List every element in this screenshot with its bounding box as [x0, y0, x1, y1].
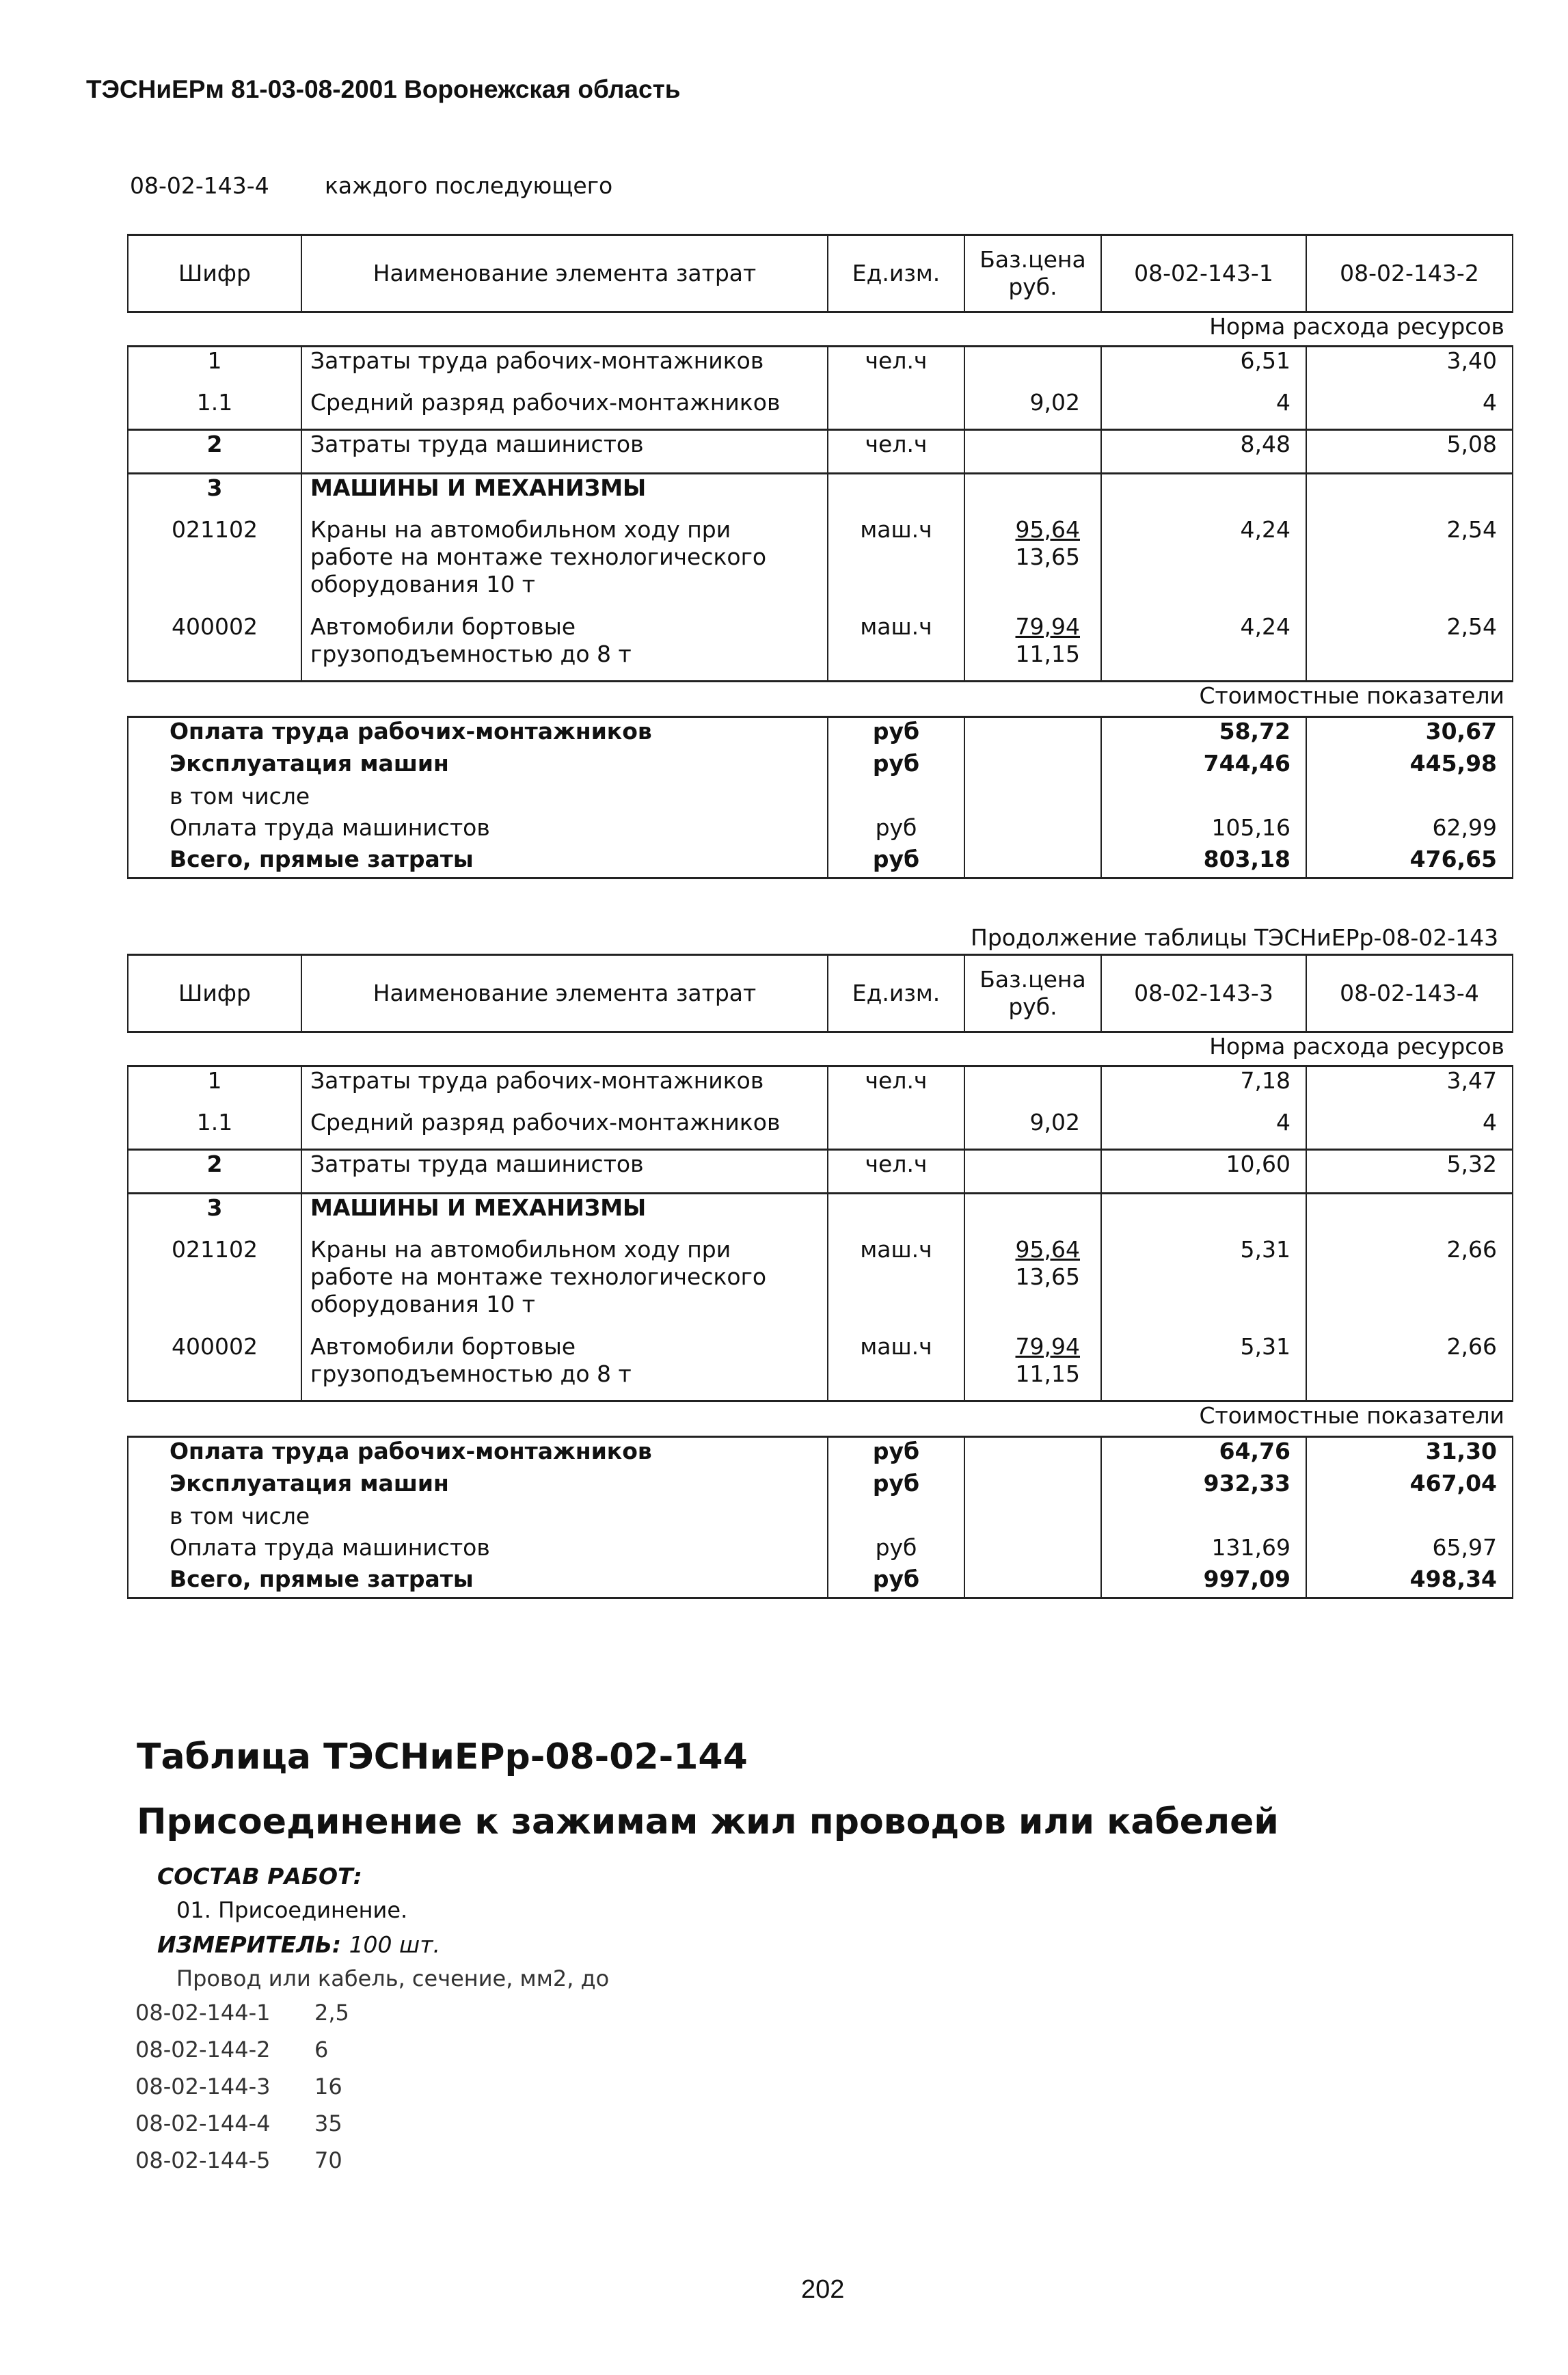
cost-row	[128, 750, 1513, 783]
cost-name: Всего, прямые затраты	[128, 1566, 828, 1598]
cost-name: Эксплуатация машин	[128, 1470, 828, 1503]
cost-name: Оплата труда рабочих-монтажников	[128, 717, 828, 750]
row-value-1: 10,60	[1101, 1150, 1306, 1194]
norm-label: Норма расхода ресурсов	[128, 1032, 1513, 1066]
table-subtitle: Присоединение к зажимам жил проводов или кабелей	[137, 1801, 1279, 1842]
row-value-1: 4	[1101, 389, 1306, 430]
cost-unit	[828, 783, 964, 814]
cost-unit: руб	[828, 1566, 964, 1598]
section-code: 08-02-143-4	[130, 172, 269, 199]
section-line	[130, 172, 612, 199]
cost-value-2: 476,65	[1306, 846, 1513, 878]
row-value-1: 4	[1101, 1109, 1306, 1150]
row-name: МАШИНЫ И МЕХАНИЗМЫ	[301, 474, 828, 516]
cost-value-1: 932,33	[1101, 1470, 1306, 1503]
code: 08-02-144-2	[135, 2037, 271, 2063]
cost-value-2: 65,97	[1306, 1534, 1513, 1566]
table-row	[128, 1109, 1513, 1150]
row-code: 400002	[128, 1333, 301, 1401]
cost-value-1: 744,46	[1101, 750, 1306, 783]
row-name: Затраты труда рабочих-монтажников	[301, 347, 828, 389]
row-price	[964, 1333, 1101, 1401]
work-composition-item: 01. Присоединение.	[176, 1897, 408, 1923]
col-header-price: Баз.цена руб.	[964, 955, 1101, 1032]
row-value-2: 5,32	[1306, 1150, 1513, 1194]
row-value-2: 3,47	[1306, 1066, 1513, 1109]
cost-unit: руб	[828, 846, 964, 878]
code: 08-02-144-1	[135, 2000, 271, 2026]
row-unit: чел.ч	[828, 347, 964, 389]
cost-name: в том числе	[128, 783, 828, 814]
table-row	[128, 1194, 1513, 1236]
price-wage: 13,65	[1015, 1263, 1080, 1290]
cost-value-1: 64,76	[1101, 1437, 1306, 1470]
cost-row	[128, 717, 1513, 750]
row-unit	[828, 474, 964, 516]
row-code: 2	[128, 1150, 301, 1194]
row-price	[964, 1194, 1101, 1236]
row-unit	[828, 1109, 964, 1150]
table-row	[128, 430, 1513, 474]
row-name: Автомобили бортовые грузоподъемностью до 8 т	[301, 613, 828, 682]
code-value: 2,5	[314, 2000, 349, 2026]
row-code: 1	[128, 1066, 301, 1109]
cost-row	[128, 1437, 1513, 1470]
cost-row	[128, 846, 1513, 878]
code-value: 6	[314, 2037, 329, 2063]
row-name: Автомобили бортовые грузоподъемностью до 8 т	[301, 1333, 828, 1401]
cost-value-2	[1306, 1503, 1513, 1534]
cost-unit: руб	[828, 750, 964, 783]
cost-name: Оплата труда рабочих-монтажников	[128, 1437, 828, 1470]
list-item	[135, 2147, 349, 2184]
cost-value-2: 445,98	[1306, 750, 1513, 783]
price-wage: 11,15	[1015, 1360, 1080, 1387]
row-price	[964, 1236, 1101, 1333]
cost-name: Всего, прямые затраты	[128, 846, 828, 878]
meter-value: 100 шт.	[349, 1931, 440, 1958]
row-unit: чел.ч	[828, 1066, 964, 1109]
list-item	[135, 2037, 349, 2074]
cost-unit: руб	[828, 814, 964, 846]
cost-value-1: 803,18	[1101, 846, 1306, 878]
parameter-label: Провод или кабель, сечение, мм2, до	[176, 1965, 610, 1991]
document-header-title: ТЭСНиЕРм 81-03-08-2001 Воронежская область	[86, 75, 681, 103]
section-text: каждого последующего	[325, 172, 613, 199]
table-row	[128, 474, 1513, 516]
row-name: Краны на автомобильном ходу при работе на монтаже технологического оборудования 10 т	[301, 1236, 828, 1333]
col-header-unit: Ед.изм.	[828, 235, 964, 312]
cost-value-2	[1306, 783, 1513, 814]
row-unit: маш.ч	[828, 613, 964, 682]
row-code: 1.1	[128, 1109, 301, 1150]
row-price: 9,02	[964, 389, 1101, 430]
list-item	[135, 2074, 349, 2110]
col-header-143-4: 08-02-143-4	[1306, 955, 1513, 1032]
cost-row	[128, 1470, 1513, 1503]
price-main: 95,64	[1015, 515, 1080, 543]
row-unit: чел.ч	[828, 1150, 964, 1194]
row-value-1: 4,24	[1101, 613, 1306, 682]
row-value-1: 7,18	[1101, 1066, 1306, 1109]
meter-label: ИЗМЕРИТЕЛЬ:	[157, 1931, 342, 1958]
table-title: Таблица ТЭСНиЕРр-08-02-144	[137, 1736, 748, 1777]
row-code: 021102	[128, 516, 301, 613]
row-price	[964, 1150, 1101, 1194]
cost-name: Эксплуатация машин	[128, 750, 828, 783]
cost-value-1	[1101, 1503, 1306, 1534]
row-value-2: 2,66	[1306, 1236, 1513, 1333]
row-code: 1	[128, 347, 301, 389]
row-unit	[828, 1194, 964, 1236]
cost-value-2: 467,04	[1306, 1470, 1513, 1503]
row-value-2: 4	[1306, 1109, 1513, 1150]
row-value-2: 4	[1306, 389, 1513, 430]
price-main: 79,94	[1015, 1332, 1080, 1360]
row-unit: маш.ч	[828, 516, 964, 613]
row-value-1: 4,24	[1101, 516, 1306, 613]
price-main: 79,94	[1015, 613, 1080, 640]
cost-value-2: 31,30	[1306, 1437, 1513, 1470]
list-item	[135, 2000, 349, 2037]
row-price	[964, 430, 1101, 474]
row-price	[964, 613, 1101, 682]
table-row	[128, 1066, 1513, 1109]
work-composition-label: СОСТАВ РАБОТ:	[157, 1863, 362, 1890]
resource-table-2	[127, 954, 1513, 1599]
row-value-2: 2,54	[1306, 613, 1513, 682]
cost-row	[128, 1503, 1513, 1534]
table-row	[128, 613, 1513, 682]
price-wage: 13,65	[1015, 543, 1080, 570]
cost-unit: руб	[828, 1534, 964, 1566]
cost-row	[128, 814, 1513, 846]
list-item	[135, 2110, 349, 2147]
continuation-caption: Продолжение таблицы ТЭСНиЕРр-08-02-143	[971, 924, 1499, 951]
row-price	[964, 1066, 1101, 1109]
row-name: Затраты труда рабочих-монтажников	[301, 1066, 828, 1109]
row-value-2: 3,40	[1306, 347, 1513, 389]
cost-unit	[828, 1503, 964, 1534]
row-value-1: 5,31	[1101, 1236, 1306, 1333]
code: 08-02-144-3	[135, 2074, 271, 2099]
row-value-2	[1306, 474, 1513, 516]
cost-unit: руб	[828, 1470, 964, 1503]
cost-name: Оплата труда машинистов	[128, 1534, 828, 1566]
row-code: 2	[128, 430, 301, 474]
table-row	[128, 1333, 1513, 1401]
row-value-1: 5,31	[1101, 1333, 1306, 1401]
row-value-1: 6,51	[1101, 347, 1306, 389]
cost-name: в том числе	[128, 1503, 828, 1534]
row-code: 3	[128, 1194, 301, 1236]
table-row	[128, 389, 1513, 430]
row-name: Средний разряд рабочих-монтажников	[301, 1109, 828, 1150]
code-value: 35	[314, 2110, 342, 2136]
row-code: 400002	[128, 613, 301, 682]
cost-row	[128, 1566, 1513, 1598]
cost-row	[128, 783, 1513, 814]
col-header-143-1: 08-02-143-1	[1101, 235, 1306, 312]
cost-value-1	[1101, 783, 1306, 814]
row-price	[964, 347, 1101, 389]
code-list	[135, 2000, 349, 2184]
row-unit: чел.ч	[828, 430, 964, 474]
cost-label: Стоимостные показатели	[128, 1401, 1513, 1437]
row-unit	[828, 389, 964, 430]
row-code: 1.1	[128, 389, 301, 430]
col-header-price: Баз.цена руб.	[964, 235, 1101, 312]
row-value-2	[1306, 1194, 1513, 1236]
cost-value-2: 498,34	[1306, 1566, 1513, 1598]
cost-unit: руб	[828, 1437, 964, 1470]
cost-label: Стоимостные показатели	[128, 682, 1513, 717]
price-main: 95,64	[1015, 1235, 1080, 1263]
row-value-1: 8,48	[1101, 430, 1306, 474]
code: 08-02-144-4	[135, 2110, 271, 2136]
col-header-name: Наименование элемента затрат	[301, 955, 828, 1032]
cost-value-2: 62,99	[1306, 814, 1513, 846]
cost-row	[128, 1534, 1513, 1566]
table-row	[128, 1150, 1513, 1194]
row-value-1	[1101, 1194, 1306, 1236]
code-value: 16	[314, 2074, 342, 2099]
row-name: Затраты труда машинистов	[301, 430, 828, 474]
row-name: Средний разряд рабочих-монтажников	[301, 389, 828, 430]
price-wage: 11,15	[1015, 640, 1080, 667]
row-value-2: 2,66	[1306, 1333, 1513, 1401]
cost-value-1: 58,72	[1101, 717, 1306, 750]
col-header-code: Шифр	[128, 235, 301, 312]
page-number: 202	[801, 2275, 845, 2304]
code: 08-02-144-5	[135, 2147, 271, 2173]
row-value-1	[1101, 474, 1306, 516]
table-row	[128, 516, 1513, 613]
row-name: Затраты труда машинистов	[301, 1150, 828, 1194]
cost-value-1: 131,69	[1101, 1534, 1306, 1566]
cost-unit: руб	[828, 717, 964, 750]
row-price	[964, 474, 1101, 516]
cost-value-1: 105,16	[1101, 814, 1306, 846]
cost-value-1: 997,09	[1101, 1566, 1306, 1598]
row-name: МАШИНЫ И МЕХАНИЗМЫ	[301, 1194, 828, 1236]
table-row	[128, 347, 1513, 389]
col-header-name: Наименование элемента затрат	[301, 235, 828, 312]
col-header-unit: Ед.изм.	[828, 955, 964, 1032]
norm-label: Норма расхода ресурсов	[128, 312, 1513, 347]
col-header-143-2: 08-02-143-2	[1306, 235, 1513, 312]
row-value-2: 2,54	[1306, 516, 1513, 613]
row-price: 9,02	[964, 1109, 1101, 1150]
table-row	[128, 1236, 1513, 1333]
row-price	[964, 516, 1101, 613]
cost-name: Оплата труда машинистов	[128, 814, 828, 846]
row-code: 021102	[128, 1236, 301, 1333]
row-code: 3	[128, 474, 301, 516]
row-value-2: 5,08	[1306, 430, 1513, 474]
row-unit: маш.ч	[828, 1333, 964, 1401]
meter-line	[157, 1931, 440, 1958]
col-header-code: Шифр	[128, 955, 301, 1032]
code-value: 70	[314, 2147, 342, 2173]
row-unit: маш.ч	[828, 1236, 964, 1333]
resource-table-1	[127, 234, 1513, 879]
row-name: Краны на автомобильном ходу при работе на монтаже технологического оборудования 10 т	[301, 516, 828, 613]
col-header-143-3: 08-02-143-3	[1101, 955, 1306, 1032]
cost-value-2: 30,67	[1306, 717, 1513, 750]
